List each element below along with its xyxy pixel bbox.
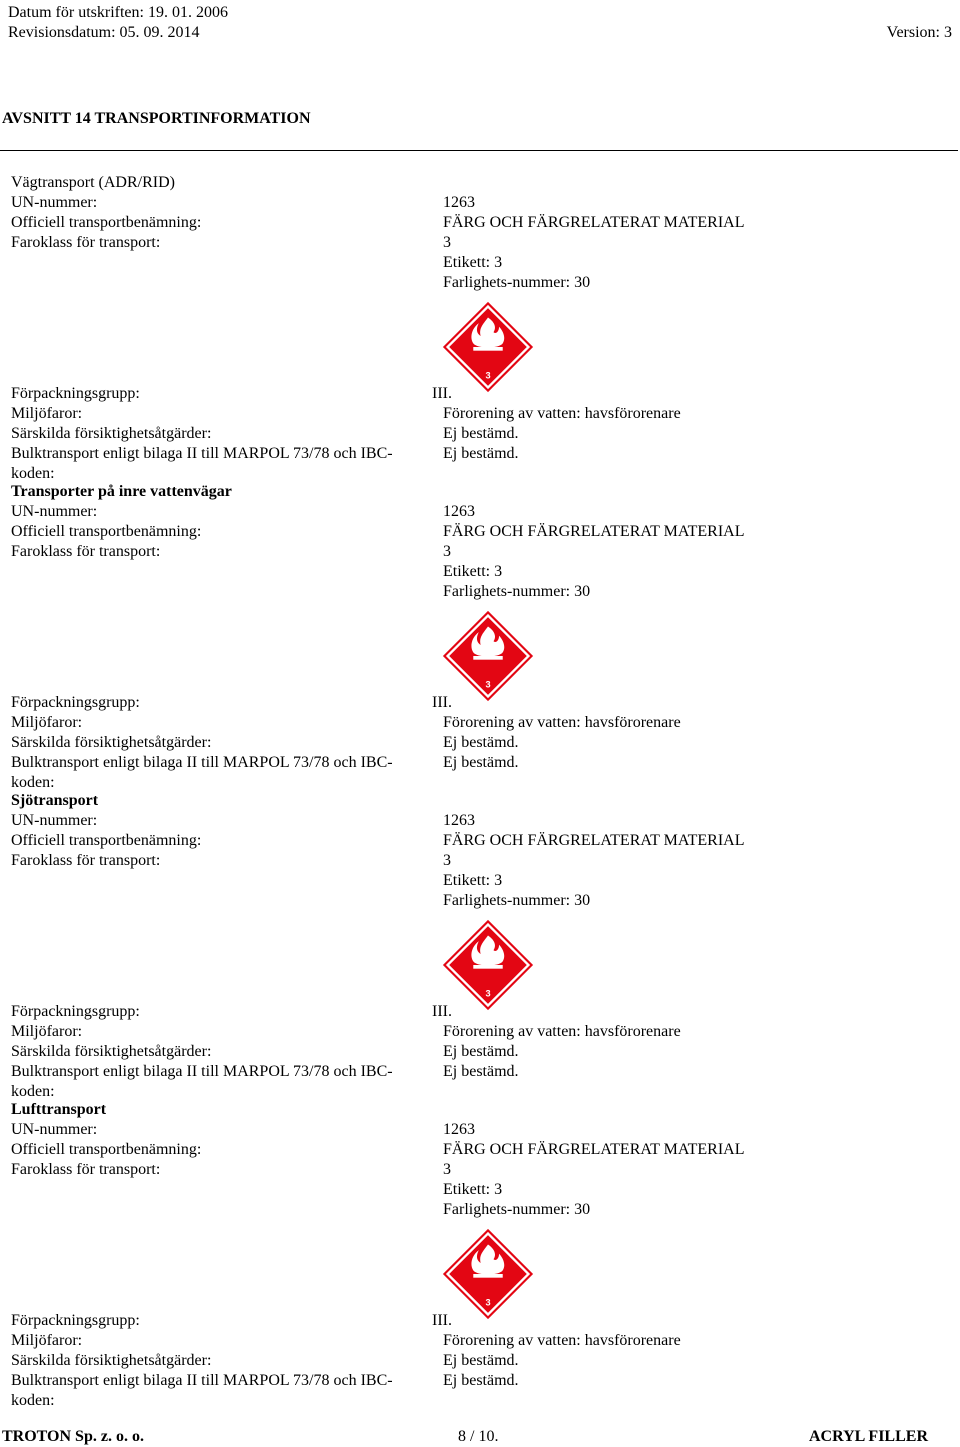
un-number-label: UN-nummer: (11, 503, 98, 520)
info-row (0, 384, 960, 404)
info-row (0, 502, 960, 522)
packing-group-value: III. (432, 385, 452, 402)
etikett-value: Etikett: 3 (443, 254, 503, 271)
info-row (0, 424, 960, 444)
flammable-diamond-icon (442, 610, 534, 702)
hazard-number-value: Farlighets-nummer: 30 (443, 892, 591, 909)
hazard-class-label: Faroklass för transport: (11, 234, 161, 251)
info-row (0, 1351, 960, 1371)
bulk-label-line2: koden: (11, 1083, 55, 1100)
divider (0, 150, 958, 151)
info-row (0, 1200, 960, 1220)
info-row (0, 404, 960, 424)
hazard-class-label: Faroklass för transport: (11, 852, 161, 869)
environmental-value: Förorening av vatten: havsförorenare (443, 1023, 681, 1040)
bulk-label-line2: koden: (11, 1392, 55, 1409)
info-row (0, 753, 960, 773)
environmental-label: Miljöfaror: (11, 1023, 83, 1040)
bulk-value: Ej bestämd. (443, 445, 519, 462)
packing-group-value: III. (432, 1003, 452, 1020)
info-row (0, 791, 960, 811)
packing-group-label: Förpackningsgrupp: (11, 1312, 140, 1329)
un-number-value: 1263 (443, 812, 475, 829)
bulk-label-line1: Bulktransport enligt bilaga II till MARPOL 73/78 och IBC- (11, 1063, 393, 1080)
shipping-name-label: Officiell transportbenämning: (11, 214, 202, 231)
info-row (0, 1371, 960, 1391)
hazard-class-value: 3 (443, 852, 451, 869)
shipping-name-label: Officiell transportbenämning: (11, 832, 202, 849)
hazard-number-value: Farlighets-nummer: 30 (443, 1201, 591, 1218)
precautions-value: Ej bestämd. (443, 1352, 519, 1369)
info-row (0, 713, 960, 733)
flammable-pictogram-icon (442, 919, 534, 1011)
flammable-diamond-icon (442, 301, 534, 393)
bulk-label-line1: Bulktransport enligt bilaga II till MARPOL 73/78 och IBC- (11, 445, 393, 462)
bulk-value: Ej bestämd. (443, 754, 519, 771)
hazard-number-value: Farlighets-nummer: 30 (443, 583, 591, 600)
version: Version: 3 (886, 24, 952, 41)
info-row (0, 1140, 960, 1160)
hazard-class-value: 3 (443, 543, 451, 560)
precautions-label: Särskilda försiktighetsåtgärder: (11, 734, 212, 751)
info-row (0, 522, 960, 542)
shipping-name-value: FÄRG OCH FÄRGRELATERAT MATERIAL (443, 523, 745, 540)
info-row (0, 582, 960, 602)
pictogram-number: 3 (485, 370, 491, 381)
bulk-label-line1: Bulktransport enligt bilaga II till MARPOL 73/78 och IBC- (11, 754, 393, 771)
info-row (0, 464, 960, 484)
flammable-diamond-icon (442, 919, 534, 1011)
un-number-label: UN-nummer: (11, 812, 98, 829)
revision-date: Revisionsdatum: 05. 09. 2014 (8, 24, 200, 41)
packing-group-label: Förpackningsgrupp: (11, 1003, 140, 1020)
environmental-value: Förorening av vatten: havsförorenare (443, 1332, 681, 1349)
hazard-class-label: Faroklass för transport: (11, 543, 161, 560)
info-row (0, 1391, 960, 1411)
pictogram-number: 3 (485, 679, 491, 690)
info-row (0, 811, 960, 831)
info-row (0, 831, 960, 851)
footer-page: 8 / 10. (458, 1428, 499, 1445)
bulk-label-line2: koden: (11, 774, 55, 791)
info-row (0, 173, 960, 193)
shipping-name-label: Officiell transportbenämning: (11, 523, 202, 540)
un-number-value: 1263 (443, 194, 475, 211)
un-number-label: UN-nummer: (11, 194, 98, 211)
precautions-value: Ej bestämd. (443, 1043, 519, 1060)
environmental-label: Miljöfaror: (11, 1332, 83, 1349)
section-heading: Vägtransport (ADR/RID) (11, 174, 175, 191)
hazard-class-label: Faroklass för transport: (11, 1161, 161, 1178)
etikett-value: Etikett: 3 (443, 563, 503, 580)
info-row (0, 213, 960, 233)
transport-section (0, 482, 960, 791)
precautions-label: Särskilda försiktighetsåtgärder: (11, 425, 212, 442)
un-number-label: UN-nummer: (11, 1121, 98, 1138)
flammable-pictogram-icon (442, 610, 534, 702)
footer-product: ACRYL FILLER (808, 1428, 928, 1445)
info-row (0, 1002, 960, 1022)
info-row (0, 1042, 960, 1062)
info-row (0, 253, 960, 273)
precautions-label: Särskilda försiktighetsåtgärder: (11, 1352, 212, 1369)
flammable-pictogram-icon (442, 1228, 534, 1320)
shipping-name-value: FÄRG OCH FÄRGRELATERAT MATERIAL (443, 214, 745, 231)
info-row (0, 1311, 960, 1331)
info-row (0, 1331, 960, 1351)
hazard-class-value: 3 (443, 234, 451, 251)
info-row (0, 871, 960, 891)
info-row (0, 193, 960, 213)
un-number-value: 1263 (443, 503, 475, 520)
packing-group-label: Förpackningsgrupp: (11, 694, 140, 711)
transport-section (0, 173, 960, 482)
environmental-label: Miljöfaror: (11, 714, 83, 731)
info-row (0, 1062, 960, 1082)
info-row (0, 733, 960, 753)
transport-section (0, 791, 960, 1100)
info-row (0, 273, 960, 293)
shipping-name-label: Officiell transportbenämning: (11, 1141, 202, 1158)
info-row (0, 1120, 960, 1140)
info-row (0, 1100, 960, 1120)
bulk-label-line2: koden: (11, 465, 55, 482)
transport-section (0, 1100, 960, 1409)
shipping-name-value: FÄRG OCH FÄRGRELATERAT MATERIAL (443, 1141, 745, 1158)
info-row (0, 562, 960, 582)
packing-group-value: III. (432, 1312, 452, 1329)
info-row (0, 1180, 960, 1200)
info-row (0, 233, 960, 253)
info-row (0, 482, 960, 502)
info-row (0, 444, 960, 464)
precautions-value: Ej bestämd. (443, 734, 519, 751)
environmental-label: Miljöfaror: (11, 405, 83, 422)
environmental-value: Förorening av vatten: havsförorenare (443, 714, 681, 731)
info-row (0, 1022, 960, 1042)
bulk-value: Ej bestämd. (443, 1063, 519, 1080)
hazard-number-value: Farlighets-nummer: 30 (443, 274, 591, 291)
etikett-value: Etikett: 3 (443, 872, 503, 889)
bulk-value: Ej bestämd. (443, 1372, 519, 1389)
un-number-value: 1263 (443, 1121, 475, 1138)
info-row (0, 891, 960, 911)
flammable-pictogram-icon (442, 301, 534, 393)
info-row (0, 693, 960, 713)
pictogram-number: 3 (485, 1297, 491, 1308)
precautions-value: Ej bestämd. (443, 425, 519, 442)
precautions-label: Särskilda försiktighetsåtgärder: (11, 1043, 212, 1060)
pictogram-number: 3 (485, 988, 491, 999)
flammable-diamond-icon (442, 1228, 534, 1320)
bulk-label-line1: Bulktransport enligt bilaga II till MARPOL 73/78 och IBC- (11, 1372, 393, 1389)
packing-group-value: III. (432, 694, 452, 711)
section-title: AVSNITT 14 TRANSPORTINFORMATION (2, 110, 311, 127)
section-heading: Transporter på inre vattenvägar (11, 483, 232, 500)
info-row (0, 1160, 960, 1180)
print-date: Datum för utskriften: 19. 01. 2006 (8, 4, 228, 21)
info-row (0, 851, 960, 871)
packing-group-label: Förpackningsgrupp: (11, 385, 140, 402)
shipping-name-value: FÄRG OCH FÄRGRELATERAT MATERIAL (443, 832, 745, 849)
environmental-value: Förorening av vatten: havsförorenare (443, 405, 681, 422)
section-heading: Sjötransport (11, 792, 99, 809)
info-row (0, 1082, 960, 1102)
info-row (0, 773, 960, 793)
section-heading: Lufttransport (11, 1101, 107, 1118)
info-row (0, 542, 960, 562)
hazard-class-value: 3 (443, 1161, 451, 1178)
footer-company: TROTON Sp. z. o. o. (2, 1428, 144, 1445)
etikett-value: Etikett: 3 (443, 1181, 503, 1198)
